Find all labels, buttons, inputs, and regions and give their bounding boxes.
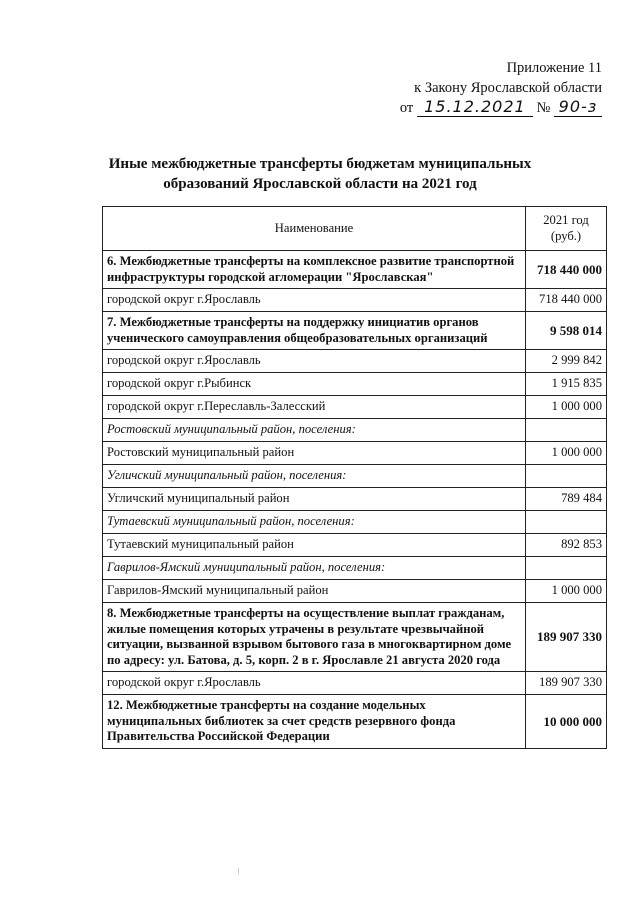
table-row — [103, 289, 607, 312]
table-row — [103, 251, 607, 289]
table-row — [103, 534, 607, 557]
column-header-year: 2021 год — [543, 213, 589, 227]
row-amount: 189 907 330 — [526, 672, 607, 695]
number-prefix: № — [536, 100, 551, 116]
title-line-1: Иные межбюджетные трансферты бюджетам муниципальных — [108, 156, 532, 172]
table-row — [103, 350, 607, 373]
row-name: Угличский муниципальный район — [103, 488, 526, 511]
row-amount: 189 907 330 — [526, 603, 607, 672]
table-row — [103, 396, 607, 419]
row-name: Тутаевский муниципальный район — [103, 534, 526, 557]
title-line-2: образований Ярославской области на 2021 год — [163, 176, 477, 192]
scan-mark — [238, 868, 239, 874]
column-header-unit: (руб.) — [550, 228, 582, 243]
table-row — [103, 511, 607, 534]
row-amount — [526, 511, 607, 534]
handwritten-date: 15.12.2021 — [417, 98, 533, 117]
row-amount: 10 000 000 — [526, 695, 607, 749]
table-row — [103, 312, 607, 350]
row-name: Тутаевский муниципальный район, поселения: — [103, 511, 526, 534]
table-row — [103, 373, 607, 396]
row-amount: 1 915 835 — [526, 373, 607, 396]
table-row — [103, 557, 607, 580]
row-amount: 1 000 000 — [526, 580, 607, 603]
row-name: городской округ г.Переславль-Залесский — [103, 396, 526, 419]
column-header-amount — [526, 207, 607, 251]
table-row — [103, 672, 607, 695]
row-amount: 2 999 842 — [526, 350, 607, 373]
row-amount — [526, 419, 607, 442]
row-name: 8. Межбюджетные трансферты на осуществление выплат гражданам, жилые помещения которых утрачены в результате чрезвычайной ситуации, вызванной взрывом бытового газа в многоквартирном доме по адресу: ул. Батова, д. 5, корп. 2 в г. Ярославле 21 августа 2020 года — [103, 603, 526, 672]
row-name: Угличский муниципальный район, поселения: — [103, 465, 526, 488]
document-title — [60, 154, 580, 194]
row-name: Гаврилов-Ямский муниципальный район, поселения: — [103, 557, 526, 580]
row-amount — [526, 557, 607, 580]
law-reference: к Закону Ярославской области — [414, 80, 602, 96]
law-date-number — [342, 98, 602, 118]
appendix-number: Приложение 11 — [506, 60, 602, 76]
row-name: городской округ г.Ярославль — [103, 672, 526, 695]
table-row — [103, 442, 607, 465]
row-name: 6. Межбюджетные трансферты на комплексное развитие транспортной инфраструктуры городской агломерации "Ярославская" — [103, 251, 526, 289]
transfers-table — [102, 206, 607, 749]
row-name: городской округ г.Рыбинск — [103, 373, 526, 396]
row-amount: 789 484 — [526, 488, 607, 511]
row-name: городской округ г.Ярославль — [103, 289, 526, 312]
row-amount: 892 853 — [526, 534, 607, 557]
row-name: 12. Межбюджетные трансферты на создание модельных муниципальных библиотек за счет средств резервного фонда Правительства Российской Федерации — [103, 695, 526, 749]
appendix-header — [342, 58, 602, 118]
table-row — [103, 465, 607, 488]
table-row — [103, 488, 607, 511]
row-amount: 718 440 000 — [526, 251, 607, 289]
table-row — [103, 580, 607, 603]
row-name: городской округ г.Ярославль — [103, 350, 526, 373]
date-prefix: от — [399, 100, 414, 116]
row-amount: 9 598 014 — [526, 312, 607, 350]
row-amount: 1 000 000 — [526, 396, 607, 419]
row-amount: 1 000 000 — [526, 442, 607, 465]
table-row — [103, 603, 607, 672]
table-header-row — [103, 207, 607, 251]
handwritten-number: 90-з — [554, 98, 602, 117]
row-name: Гаврилов-Ямский муниципальный район — [103, 580, 526, 603]
row-name: Ростовский муниципальный район, поселения: — [103, 419, 526, 442]
row-name: 7. Межбюджетные трансферты на поддержку инициатив органов ученического самоуправления общеобразовательных организаций — [103, 312, 526, 350]
row-name: Ростовский муниципальный район — [103, 442, 526, 465]
table-row — [103, 695, 607, 749]
row-amount: 718 440 000 — [526, 289, 607, 312]
column-header-name: Наименование — [103, 207, 526, 251]
table-row — [103, 419, 607, 442]
row-amount — [526, 465, 607, 488]
